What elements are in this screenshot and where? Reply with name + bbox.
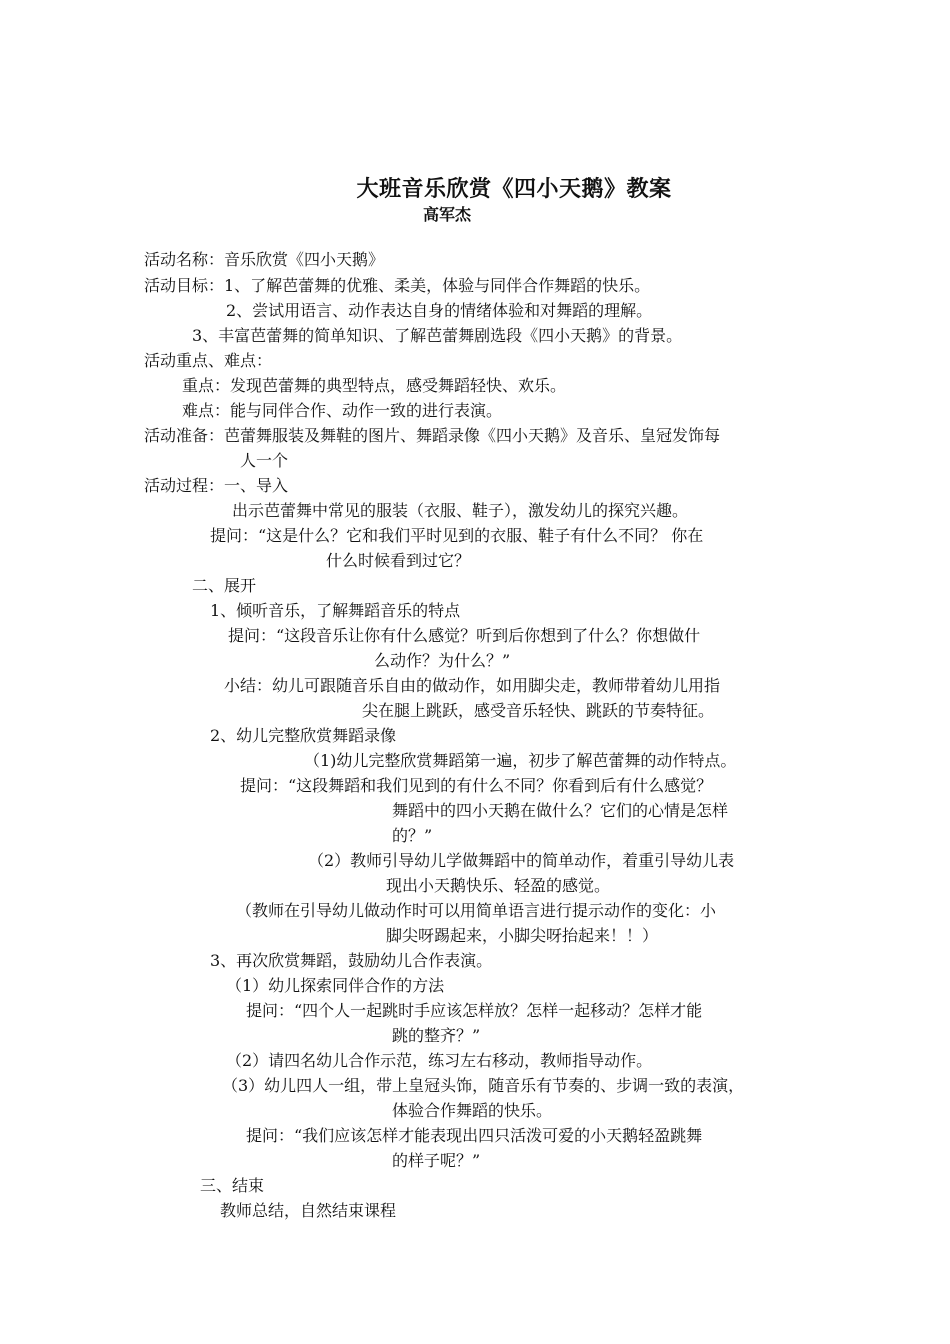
intro-text: 出示芭蕾舞中常见的服装（衣服、鞋子），激发幼儿的探究兴趣。 — [232, 501, 689, 520]
step-2-question-line-2: 舞蹈中的四小天鹅在做什么？它们的心情是怎样 — [392, 801, 729, 820]
key-point-line: 重点：发现芭蕾舞的典型特点，感受舞蹈轻快、欢乐。 — [182, 376, 567, 395]
intro-question-line-1: 提问：“这是什么？它和我们平时见到的衣服、鞋子有什么不同？ 你在 — [210, 526, 704, 545]
step-3-item-3-line-1: （3）幼儿四人一组，带上皇冠头饰，随音乐有节奏的、步调一致的表演， — [222, 1076, 745, 1095]
step-3-item-2: （2）请四名幼儿合作示范，练习左右移动，教师指导动作。 — [226, 1051, 653, 1070]
objective-line-3: 3、丰富芭蕾舞的简单知识、了解芭蕾舞剧选段《四小天鹅》的背景。 — [192, 326, 683, 345]
step-3-item-1: （1）幼儿探索同伴合作的方法 — [226, 976, 445, 995]
step-3-heading: 3、再次欣赏舞蹈，鼓励幼儿合作表演。 — [210, 951, 493, 970]
document-title: 大班音乐欣赏《四小天鹅》教案 — [356, 177, 672, 202]
step-3-question-2-line-2: 的样子呢？” — [392, 1151, 481, 1170]
process-heading: 活动过程：一、导入 — [144, 476, 289, 495]
key-points-heading: 活动重点、难点： — [144, 351, 273, 370]
step-3-item-3-line-2: 体验合作舞蹈的快乐。 — [392, 1101, 553, 1120]
intro-question-line-2: 什么时候看到过它？ — [326, 551, 471, 570]
step-1-question-line-1: 提问：“这段音乐让你有什么感觉？听到后你想到了什么？你想做什 — [228, 626, 701, 645]
step-2-note-line-2: 脚尖呀踢起来，小脚尖呀抬起来！！） — [386, 926, 659, 945]
objective-line-2: 2、尝试用语言、动作表达自身的情绪体验和对舞蹈的理解。 — [226, 301, 653, 320]
step-1-summary-line-2: 尖在腿上跳跃，感受音乐轻快、跳跃的节奏特征。 — [362, 701, 715, 720]
section-end-heading: 三、结束 — [200, 1176, 265, 1195]
step-1-question-line-2: 么动作？为什么？” — [374, 651, 511, 670]
step-3-question-2-line-1: 提问：“我们应该怎样才能表现出四只活泼可爱的小天鹅轻盈跳舞 — [246, 1126, 703, 1145]
preparation-line-1: 活动准备：芭蕾舞服装及舞鞋的图片、舞蹈录像《四小天鹅》及音乐、皇冠发饰每 — [144, 426, 721, 445]
section-expand-heading: 二、展开 — [192, 576, 257, 595]
step-1-summary-line-1: 小结：幼儿可跟随音乐自由的做动作，如用脚尖走，教师带着幼儿用指 — [224, 676, 721, 695]
preparation-line-2: 人一个 — [240, 451, 289, 470]
step-2-note-line-1: （教师在引导幼儿做动作时可以用简单语言进行提示动作的变化：小 — [236, 901, 717, 920]
step-2-item-1: （1)幼儿完整欣赏舞蹈第一遍，初步了解芭蕾舞的动作特点。 — [304, 751, 737, 770]
objective-line-1: 活动目标：1、了解芭蕾舞的优雅、柔美，体验与同伴合作舞蹈的快乐。 — [144, 276, 651, 295]
activity-name-line: 活动名称：音乐欣赏《四小天鹅》 — [144, 250, 385, 269]
step-2-question-line-1: 提问：“这段舞蹈和我们见到的有什么不同？你看到后有什么感觉？ — [240, 776, 713, 795]
end-text: 教师总结，自然结束课程 — [220, 1201, 397, 1220]
author-name: 高军杰 — [423, 205, 472, 224]
step-3-question-1-line-2: 跳的整齐？” — [392, 1026, 481, 1045]
step-2-question-line-3: 的？” — [392, 826, 433, 845]
difficult-point-line: 难点：能与同伴合作、动作一致的进行表演。 — [182, 401, 503, 420]
step-2-item-2-line-1: （2）教师引导幼儿学做舞蹈中的简单动作，着重引导幼儿表 — [308, 851, 735, 870]
step-2-item-2-line-2: 现出小天鹅快乐、轻盈的感觉。 — [386, 876, 611, 895]
step-3-question-1-line-1: 提问：“四个人一起跳时手应该怎样放？怎样一起移动？怎样才能 — [246, 1001, 703, 1020]
step-1-heading: 1、倾听音乐，了解舞蹈音乐的特点 — [210, 601, 461, 620]
step-2-heading: 2、幼儿完整欣赏舞蹈录像 — [210, 726, 397, 745]
